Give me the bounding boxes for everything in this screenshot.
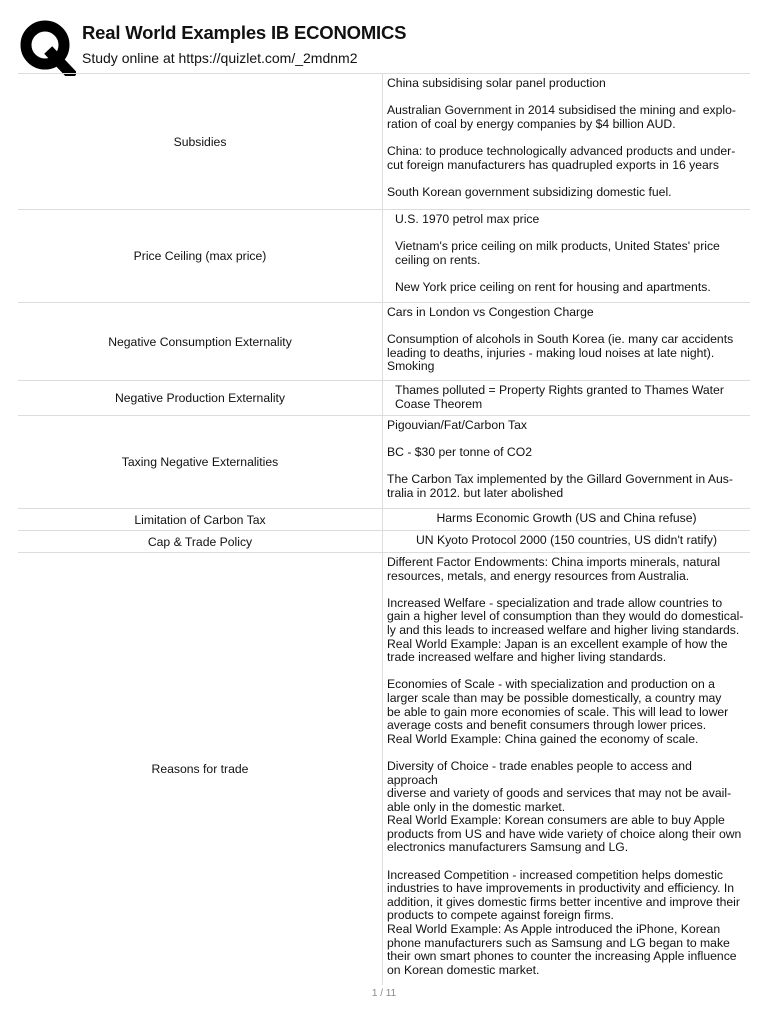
quizlet-logo-icon [18, 18, 76, 76]
definition-cell [382, 509, 750, 530]
term-cell: Cap & Trade Policy [147, 534, 253, 549]
definition-cell [382, 210, 750, 302]
term-cell: Negative Production Externality [114, 391, 286, 405]
table-row [18, 509, 750, 531]
definition-paragraph: Harms Economic Growth (US and China refuse) [436, 511, 697, 525]
definition-paragraph: Diversity of Choice - trade enables people to access and approach diverse and variety of goods and services that may not be avail- able only in the domestic market. Real World Example: Korean consumers are able to buy Apple products from US and have wide variety of choice along their own electronics manufacturers Samsung and LG. [387, 758, 742, 855]
definition-paragraph: Increased Competition - increased competition helps domestic industries to have improvements in productivity and efficiency. In addition, it gives domestic firms better incentive and improve their products to compete against foreign firms. Real World Example: As Apple introduced the iPhone, Korean phone manufacturers such as Samsung and LG began to make their own smart phones to counter the increasing Apple influence on Korean domestic market. [387, 867, 740, 977]
table-row [18, 381, 750, 416]
document-title: Real World Examples IB ECONOMICS [82, 22, 407, 43]
term-cell: Negative Consumption Externality [108, 334, 292, 349]
definition-paragraph: U.S. 1970 petrol max price [395, 212, 540, 226]
definition-paragraph: New York price ceiling on rent for housing and apartments. [395, 279, 711, 294]
term-cell: Price Ceiling (max price) [133, 249, 267, 263]
page-number: 1 / 11 [371, 988, 397, 999]
definition-paragraph: BC - $30 per tonne of CO2 [387, 445, 532, 460]
definition-paragraph: Vietnam's price ceiling on milk products, United States' price ceiling on rents. [395, 239, 720, 267]
table-row [18, 74, 750, 210]
definition-paragraph: China subsidising solar panel production [387, 76, 606, 90]
definition-paragraph: Thames polluted = Property Rights granted to Thames Water Coase Theorem [395, 383, 724, 411]
definition-paragraph: The Carbon Tax implemented by the Gillard Government in Aus- tralia in 2012. but later abolished [387, 472, 733, 500]
term-cell: Taxing Negative Externalities [121, 455, 279, 469]
definition-cell [382, 381, 750, 415]
definition-paragraph: Increased Welfare - specialization and trade allow countries to gain a higher level of consumption than they would do domestical- ly and this leads to increased welfare and higher living standards. Real World Example: Japan is an excellent example of how the trade increased welfare and higher living standards. [387, 595, 744, 665]
flashcard-table [18, 73, 750, 985]
table-row [18, 303, 750, 381]
definition-paragraph: Cars in London vs Congestion Charge [387, 305, 594, 319]
table-row [18, 553, 750, 985]
definition-paragraph: Economies of Scale - with specialization and production on a larger scale than may be possible domestically, a country may be able to gain more economies of scale. This will lead to lower average costs and benefit consumers through lower prices. Real World Example: China gained the economy of scale. [387, 677, 729, 746]
definition-paragraph: Different Factor Endowments: China imports minerals, natural resources, metals, and energy resources from Australia. [387, 555, 721, 583]
study-online-link[interactable]: Study online at https://quizlet.com/_2mdnm2 [82, 50, 358, 66]
definition-cell [382, 531, 750, 552]
definition-cell [382, 416, 750, 508]
definition-paragraph: Australian Government in 2014 subsidised the mining and explo- ration of coal by energy companies by $4 billion AUD. [387, 103, 736, 131]
definition-paragraph: Consumption of alcohols in South Korea (ie. many car accidents leading to deaths, injuries - making loud noises at late night). Smoking [387, 332, 734, 374]
term-cell: Limitation of Carbon Tax [134, 512, 266, 527]
definition-cell [382, 303, 750, 380]
term-cell: Reasons for trade [151, 762, 249, 776]
definition-paragraph: UN Kyoto Protocol 2000 (150 countries, US didn't ratify) [415, 533, 718, 547]
definition-cell [382, 553, 750, 985]
table-row [18, 416, 750, 509]
table-row [18, 210, 750, 303]
definition-paragraph: South Korean government subsidizing domestic fuel. [387, 184, 672, 199]
definition-paragraph: Pigouvian/Fat/Carbon Tax [387, 418, 528, 432]
table-row [18, 531, 750, 553]
term-cell: Subsidies [173, 134, 227, 149]
definition-cell [382, 74, 750, 209]
definition-paragraph: China: to produce technologically advanced products and under- cut foreign manufacturers has quadrupled exports in 16 years [387, 143, 736, 172]
